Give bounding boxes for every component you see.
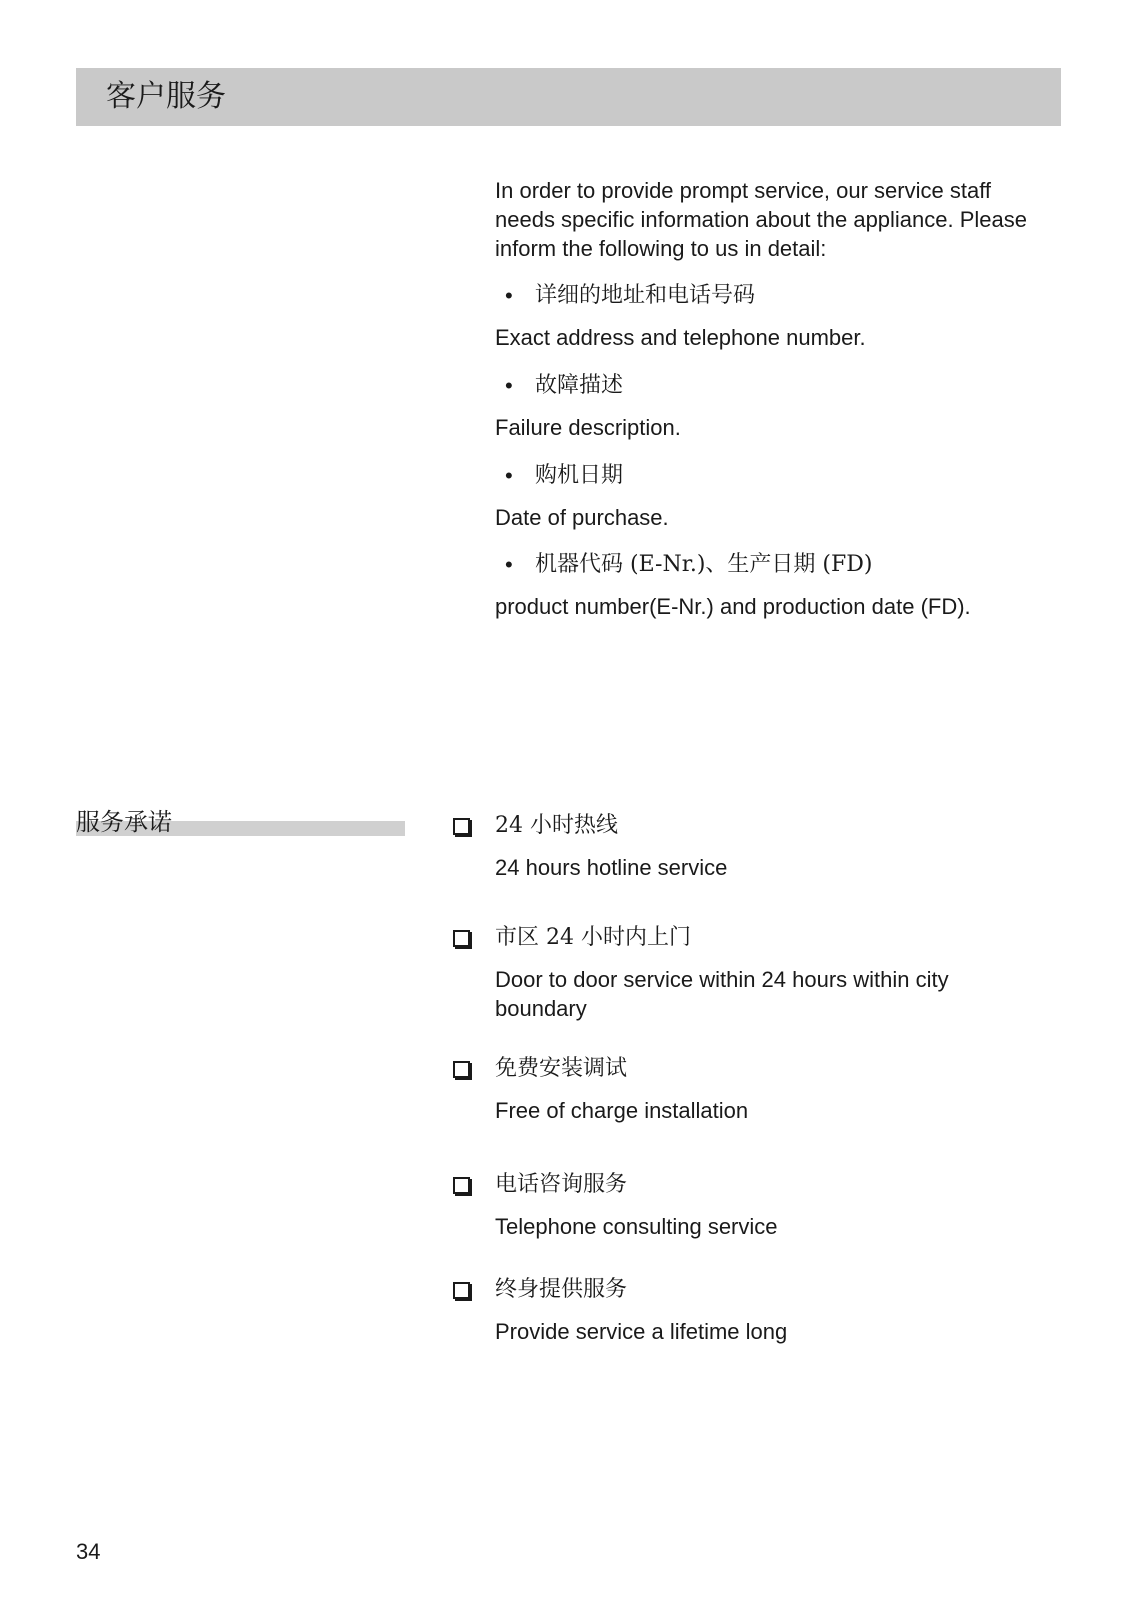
bullet-icon: • [505, 552, 513, 577]
checkbox-icon [453, 1061, 470, 1078]
checkbox-icon [453, 818, 470, 835]
info-item-cn: 购机日期 [535, 463, 624, 488]
promise-cn: 电话咨询服务 [495, 1172, 628, 1197]
info-item-en: Exact address and telephone number. [495, 325, 866, 350]
page-number: 34 [76, 1539, 101, 1564]
promise-en: Provide service a lifetime long [495, 1319, 788, 1344]
promise-en: Telephone consulting service [495, 1214, 778, 1239]
intro-paragraph: In order to provide prompt service, our service staff needs specific information about the appliance. Please inform the following to us in detail: [495, 178, 1028, 261]
bullet-icon: • [505, 373, 513, 398]
info-item-product-number [495, 549, 1055, 619]
info-item-en: product number(E-Nr.) and production date (FD). [495, 594, 971, 619]
section-heading [76, 808, 405, 838]
promise-cn: 免费安装调试 [495, 1056, 628, 1081]
info-item-address [495, 280, 1055, 350]
info-item-failure [495, 370, 1055, 440]
promise-cn: 终身提供服务 [495, 1277, 628, 1302]
info-item-en: Date of purchase. [495, 505, 669, 530]
info-item-cn: 详细的地址和电话号码 [535, 283, 756, 308]
checkbox-icon [453, 1282, 470, 1299]
bullet-icon: • [505, 463, 513, 488]
bullet-icon: • [505, 283, 513, 308]
checkbox-icon [453, 1177, 470, 1194]
section-label: 服务承诺 [76, 808, 172, 836]
promise-en: Door to door service within 24 hours within city boundary [495, 967, 949, 1021]
promise-en: 24 hours hotline service [495, 855, 728, 880]
page-title: 客户服务 [106, 79, 226, 114]
header-bar [76, 68, 1061, 126]
promise-en: Free of charge installation [495, 1098, 749, 1123]
info-item-cn: 机器代码 (E-Nr.)、生产日期 (FD) [535, 552, 873, 577]
info-item-en: Failure description. [495, 415, 681, 440]
promise-cn: 24 小时热线 [495, 813, 618, 838]
info-item-cn: 故障描述 [535, 373, 624, 398]
promise-cn: 市区 24 小时内上门 [495, 925, 691, 950]
checkbox-icon [453, 930, 470, 947]
info-item-purchase-date [495, 460, 1055, 530]
